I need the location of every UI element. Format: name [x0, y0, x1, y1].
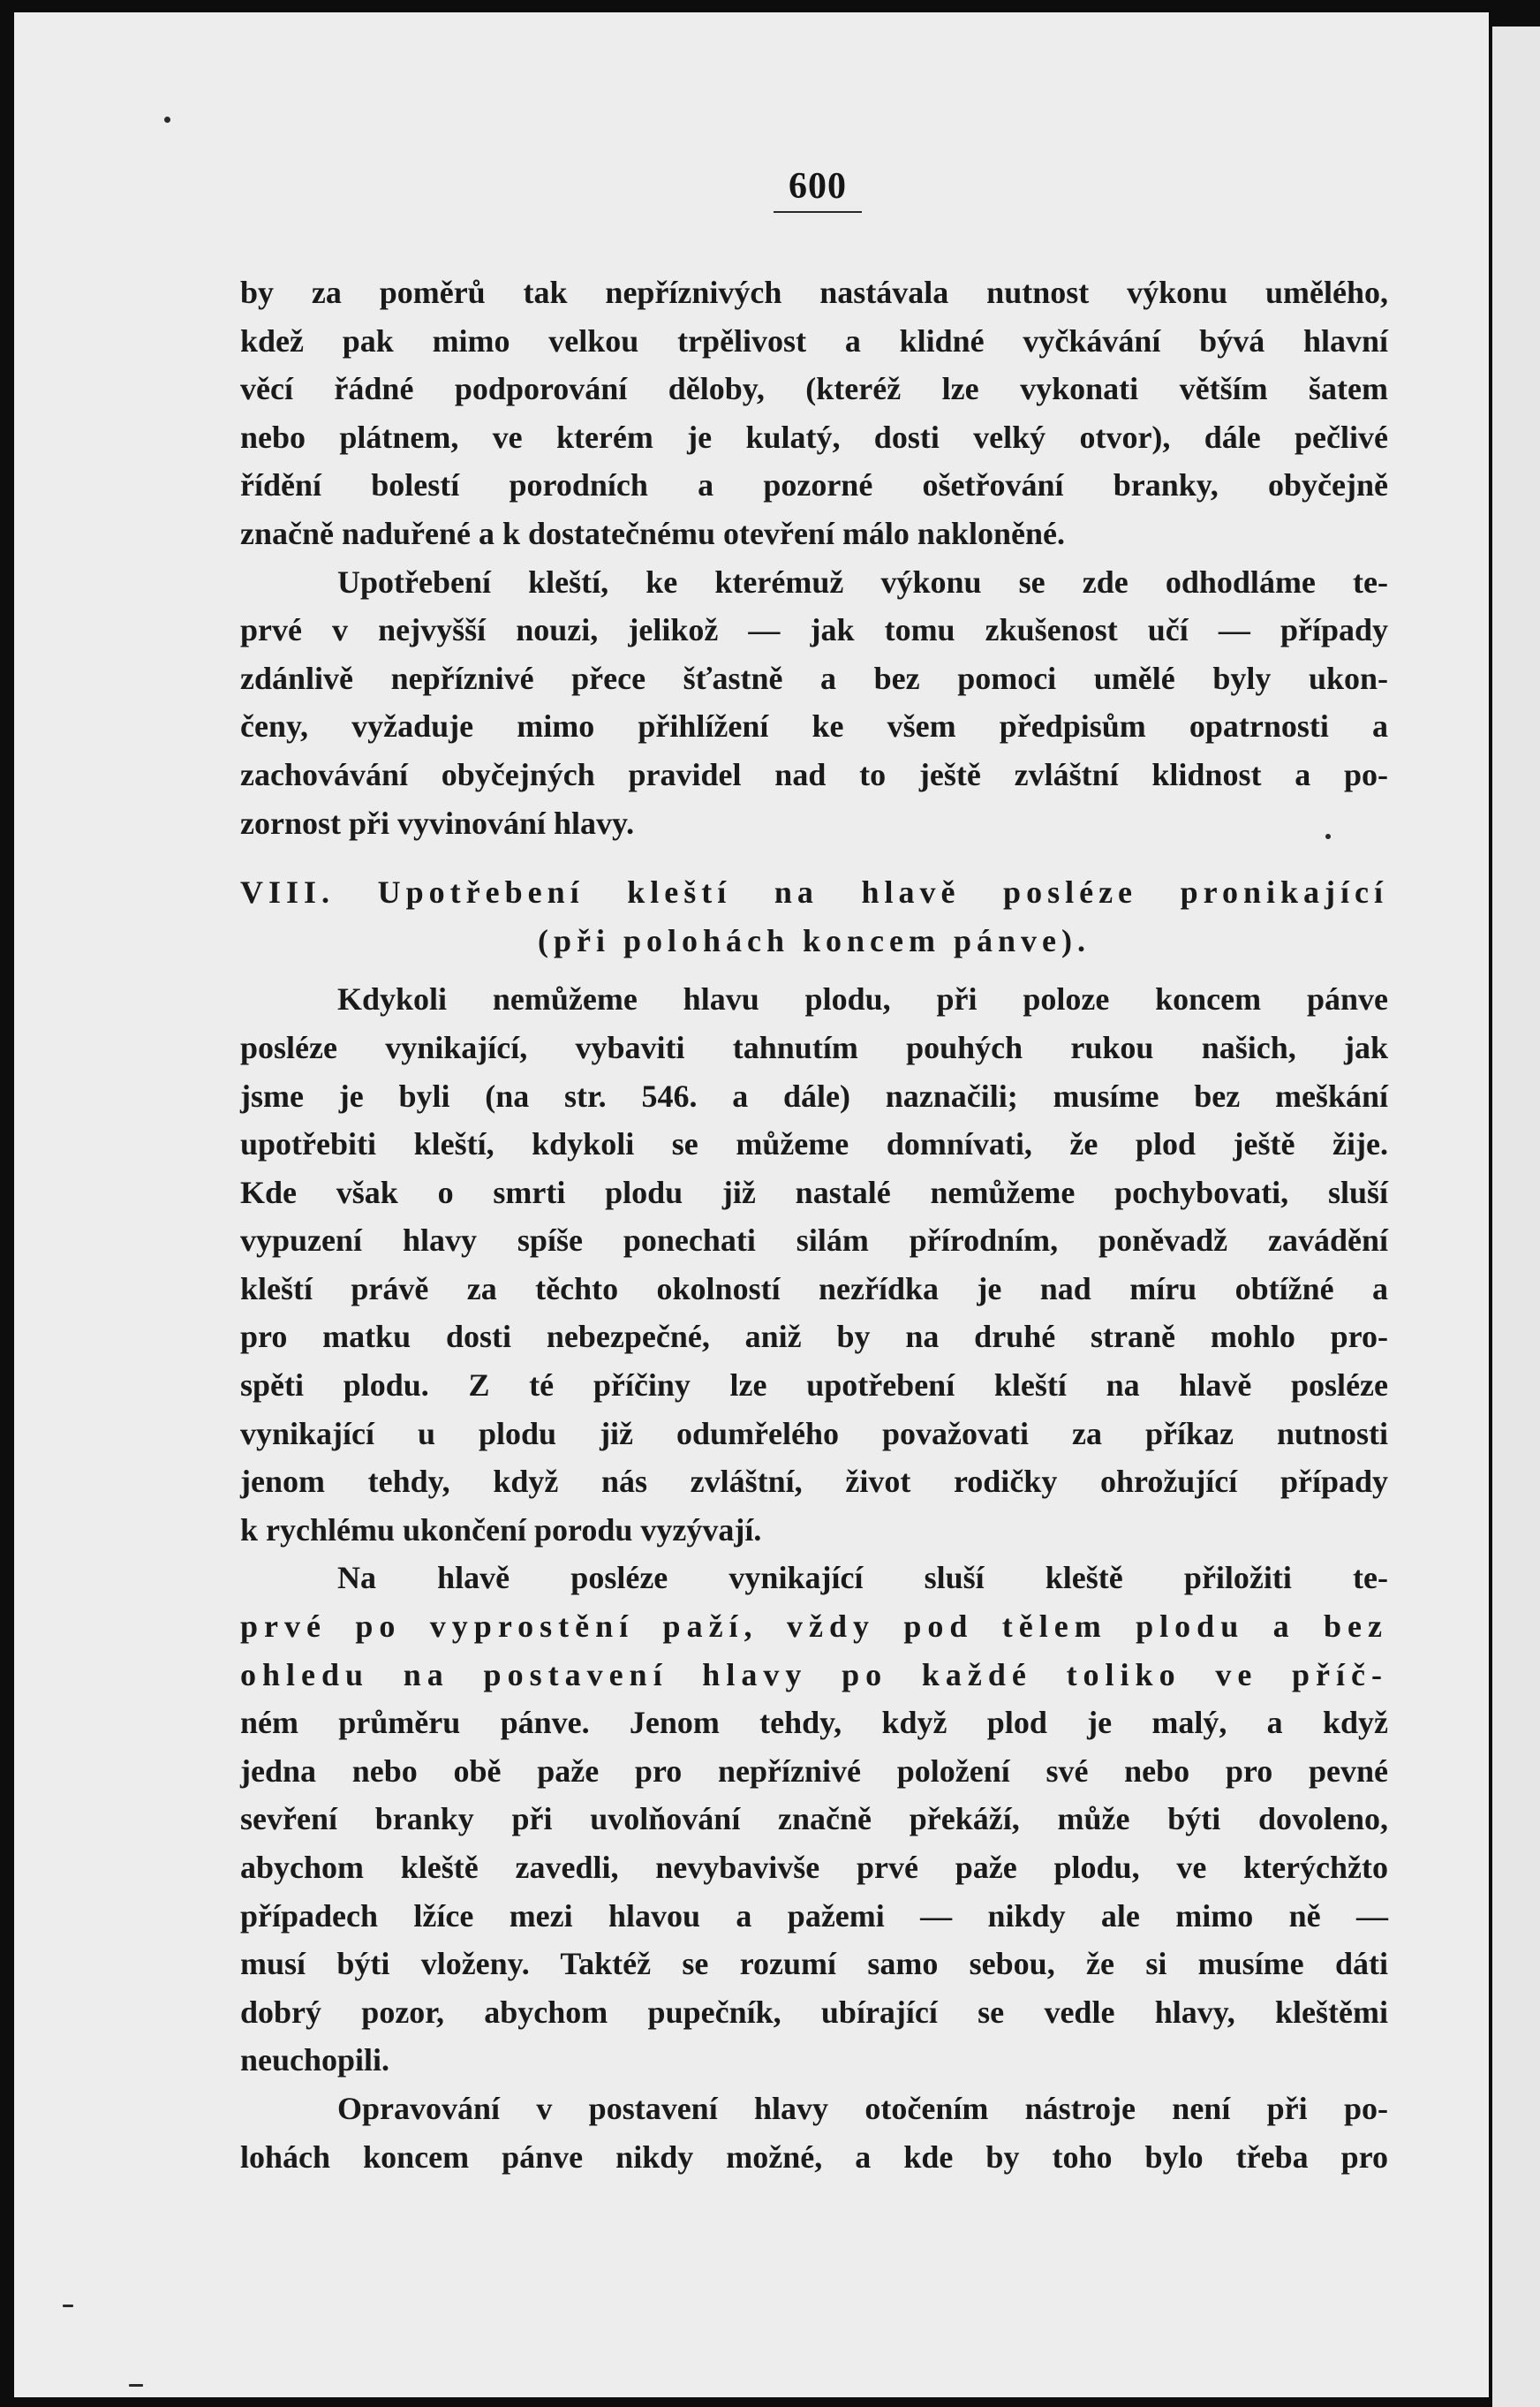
ink-speck: [164, 117, 170, 123]
text-line: kdež pak mimo velkou trpělivost a klidné vyčkávání bývá hlavní: [240, 322, 1388, 359]
text-line: vynikající u plodu již odumřelého považovati za příkaz nutnosti: [240, 1415, 1388, 1451]
text-line: jsme je byli (na str. 546. a dále) naznačili; musíme bez meškání: [240, 1078, 1388, 1114]
text-line: sevření branky při uvolňování značně překáží, může býti dovoleno,: [240, 1801, 1388, 1837]
ink-speck: [129, 2384, 143, 2387]
section-heading-line-1: VIII. Upotřebení kleští na hlavě posléze pronikající: [240, 874, 1388, 911]
text-line: lohách koncem pánve nikdy možné, a kde by toho bylo třeba pro: [240, 2138, 1388, 2175]
paragraph-2: [240, 558, 1388, 848]
text-line: případech lžíce mezi hlavou a pažemi — nikdy ale mimo ně —: [240, 1897, 1388, 1934]
text-line: vypuzení hlavy spíše ponechati silám přírodním, poněvadž zavádění: [240, 1222, 1388, 1259]
text-line: k rychlému ukončení porodu vyzývají.: [240, 1511, 762, 1548]
text-line: Kde však o smrti plodu již nastalé nemůžeme pochybovati, sluší: [240, 1174, 1388, 1210]
text-line: posléze vynikající, vybaviti tahnutím pouhých rukou našich, jak: [240, 1029, 1388, 1065]
section-heading-line-2: (při polohách koncem pánve).: [537, 922, 1091, 958]
text-line: musí býti vloženy. Taktéž se rozumí samo sebou, že si musíme dáti: [240, 1946, 1388, 1982]
book-page: [14, 12, 1489, 2397]
page-number: 600: [789, 166, 847, 207]
ink-speck: [1325, 834, 1331, 839]
text-line: ohledu na postavení hlavy po každé toliko ve příč-: [240, 1656, 1388, 1692]
text-line: věcí řádné podporování děloby, (kteréž lze vykonati větším šatem: [240, 371, 1388, 407]
ink-speck: [63, 2305, 73, 2307]
paragraph-4: [240, 1554, 1388, 2085]
text-line: neuchopili.: [240, 2042, 390, 2078]
text-line: by za poměrů tak nepříznivých nastávala nutnost výkonu umělého,: [240, 275, 1388, 310]
text-line: zachovávání obyčejných pravidel nad to ještě zvláštní klidnost a po-: [240, 756, 1388, 792]
paragraph-1: [240, 269, 1388, 558]
text-line: Kdykoli nemůžeme hlavu plodu, při poloze koncem pánve: [337, 981, 1388, 1018]
adjacent-page-edge: [1492, 26, 1540, 2407]
text-line: dobrý pozor, abychom pupečník, ubírající se vedle hlavy, kleštěmi: [240, 1994, 1388, 2030]
text-line: prvé po vyprostění paží, vždy pod tělem plodu a bez: [240, 1608, 1388, 1645]
text-line: kleští právě za těchto okolností nezřídka je nad míru obtížné a: [240, 1270, 1388, 1306]
text-line: Opravování v postavení hlavy otočením nástroje není při po-: [337, 2090, 1388, 2126]
text-line: spěti plodu. Z té příčiny lze upotřebení kleští na hlavě posléze: [240, 1367, 1388, 1404]
section-heading: [240, 868, 1388, 965]
text-line: značně naduřené a k dostatečnému otevření málo nakloněné.: [240, 515, 1065, 551]
text-line: zdánlivě nepříznivé přece šťastně a bez pomoci umělé byly ukon-: [240, 660, 1388, 696]
text-line: jenom tehdy, když nás zvláštní, život rodičky ohrožující případy: [240, 1464, 1388, 1500]
text-line: pro matku dosti nebezpečné, aniž by na druhé straně mohlo pro-: [240, 1319, 1388, 1355]
paragraph-5: [240, 2085, 1388, 2181]
text-line: řídění bolestí porodních a pozorné ošetřování branky, obyčejně: [240, 467, 1388, 503]
text-line: upotřebiti kleští, kdykoli se můžeme domnívati, že plod ještě žije.: [240, 1126, 1388, 1162]
text-line: ném průměru pánve. Jenom tehdy, když plod je malý, a když: [240, 1705, 1388, 1741]
text-line: Upotřebení kleští, ke kterémuž výkonu se zde odhodláme te-: [337, 564, 1388, 600]
text-line: abychom kleště zavedli, nevybavivše prvé paže plodu, ve kterýchžto: [240, 1850, 1388, 1885]
text-line: Na hlavě posléze vynikající sluší kleště přiložiti te-: [337, 1560, 1388, 1596]
text-line: čeny, vyžaduje mimo přihlížení ke všem předpisům opatrnosti a: [240, 708, 1388, 745]
text-line: zornost při vyvinování hlavy.: [240, 805, 635, 841]
text-line: nebo plátnem, ve kterém je kulatý, dosti velký otvor), dále pečlivé: [240, 419, 1388, 455]
paragraph-3: [240, 975, 1388, 1554]
page-number-rule: [774, 211, 862, 213]
text-line: prvé v nejvyšší nouzi, jelikož — jak tomu zkušenost učí — případy: [240, 612, 1388, 648]
body-text: [240, 269, 1388, 2181]
text-line: jedna nebo obě paže pro nepříznivé položení své nebo pro pevné: [240, 1752, 1388, 1789]
